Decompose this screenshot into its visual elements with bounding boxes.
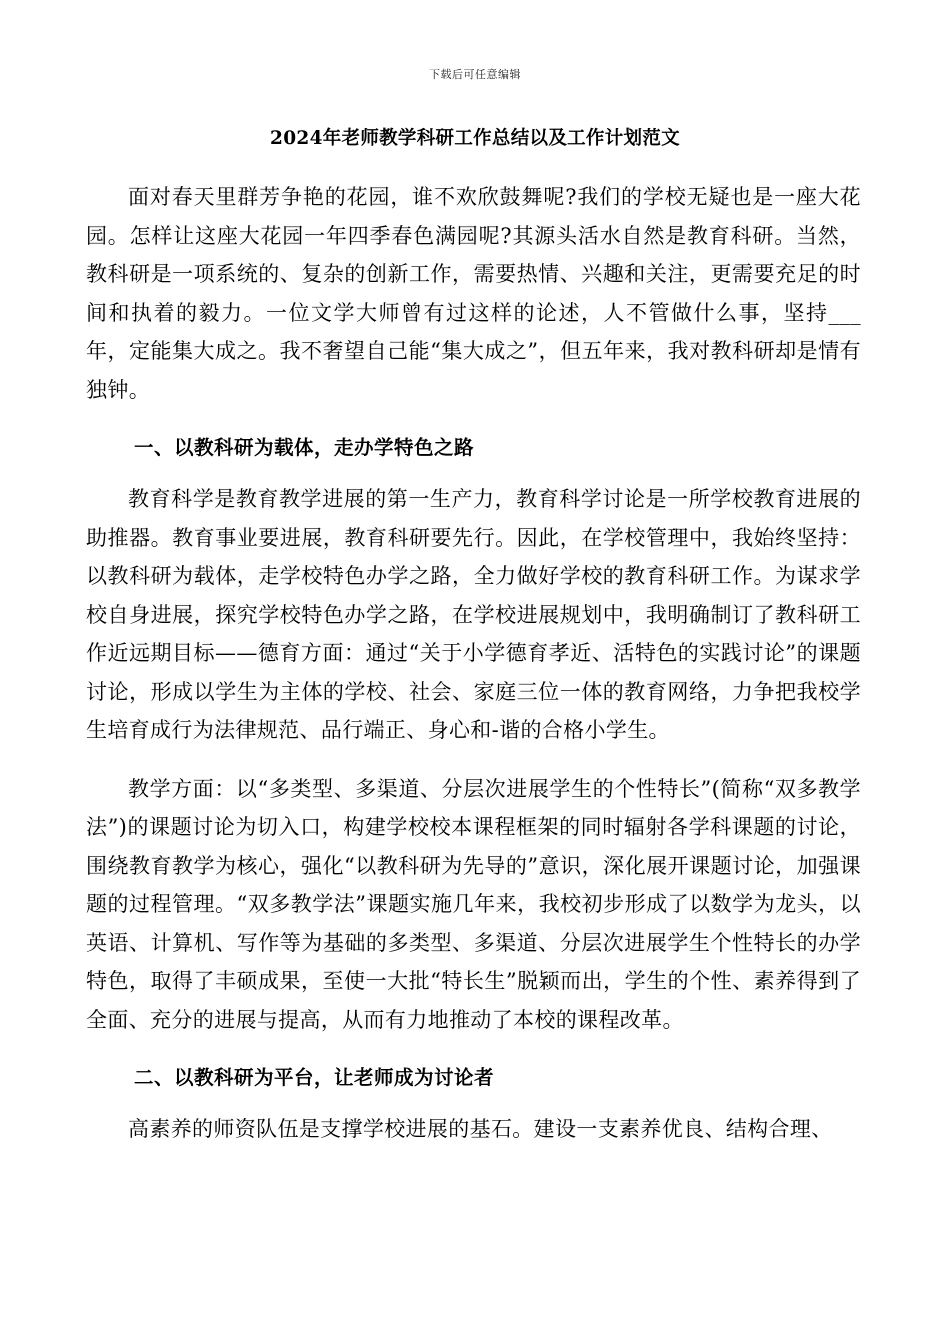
header-note: 下载后可任意编辑 [429, 68, 521, 81]
section1-heading: 一、以教科研为载体，走办学特色之路 [134, 436, 475, 459]
document-title: 2024年老师教学科研工作总结以及工作计划范文 [270, 128, 680, 149]
section1-paragraph1: 教育科学是教育教学进展的第一生产力，教育科学讨论是一所学校教育进展的助推器。教育事业要进展，教育科研要先行。因此，在学校管理中，我始终坚持：以教科研为载体，走学校特色办学之路，全力做好学校的教育科研工作。为谋求学校自身进展，探究学校特色办学之路，在学校进展规划中，我明确制订了教科研工作近远期目标——德育方面：通过“关于小学德育孝近、活特色的实践讨论”的课题讨论，形成以学生为主体的学校、社会、家庭三位一体的教育网络，力争把我校学生培育成行为法律规范、品行端正、身心和-谐的合格小学生。 [86, 487, 861, 742]
intro-text-part1: 面对春天里群芳争艳的花园，谁不欢欣鼓舞呢?我们的学校无疑也是一座大花园。怎样让这座大花园一年四季春色满园呢?其源头活水自然是教育科研。当然，教科研是一项系统的、复杂的创新工作，需要热情、兴趣和关注，更需要充足的时间和执着的毅力。一位文学大师曾有过这样的论述，人不管做什么事，坚持 [86, 185, 861, 325]
section2-heading: 二、以教科研为平台，让老师成为讨论者 [134, 1066, 495, 1089]
section2-paragraph1: 高素养的师资队伍是支撑学校进展的基石。建设一支素养优良、结构合理、 [128, 1117, 833, 1141]
intro-blank: ___ [828, 300, 861, 325]
intro-text-part2: 年，定能集大成之。我不奢望自己能“集大成之”，但五年来，我对教科研却是情有独钟。 [86, 339, 861, 402]
document-body [86, 178, 861, 1149]
section1-paragraph2: 教学方面：以“多类型、多渠道、分层次进展学生的个性特长”(简称“双多教学法”)的课题讨论为切入口，构建学校校本课程框架的同时辐射各学科课题的讨论，围绕教育教学为核心，强化“以教科研为先导的”意识，深化展开课题讨论，加强课题的过程管理。“双多教学法”课题实施几年来，我校初步形成了以数学为龙头，以英语、计算机、写作等为基础的多类型、多渠道、分层次进展学生个性特长的办学特色，取得了丰硕成果，至使一大批“特长生”脱颖而出，学生的个性、素养得到了全面、充分的进展与提高，从而有力地推动了本校的课程改革。 [86, 776, 861, 1032]
intro-paragraph [86, 178, 861, 409]
